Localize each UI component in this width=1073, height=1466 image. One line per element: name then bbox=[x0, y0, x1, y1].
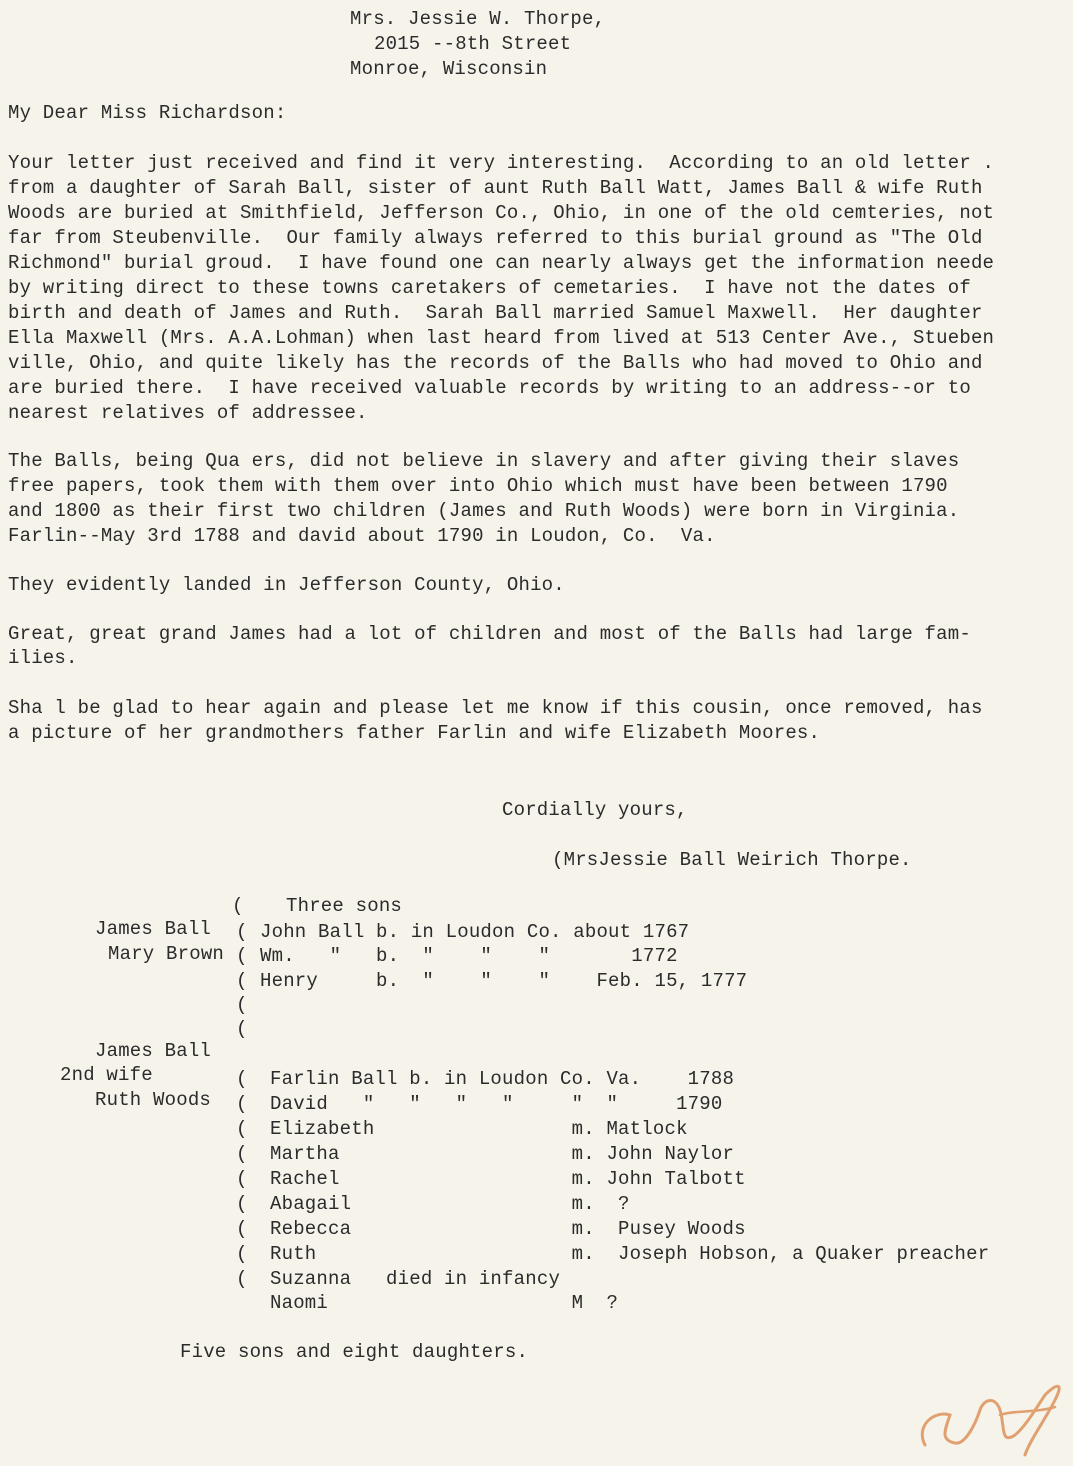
header-street: 2015 --8th Street bbox=[374, 33, 572, 55]
bracket: ( bbox=[236, 1093, 248, 1115]
paragraph-line: Your letter just received and find it very interesting. According to an old letter . bbox=[8, 152, 995, 174]
parent-name: James Ball bbox=[95, 918, 212, 940]
paragraph-line: are buried there. I have received valuable records by writing to an address--or to bbox=[8, 377, 971, 399]
bracket: ( bbox=[236, 1143, 248, 1165]
paragraph-3: They evidently landed in Jefferson County, Ohio. bbox=[8, 574, 565, 596]
paragraph-line: Richmond" burial groud. I have found one can nearly always get the information neede bbox=[8, 252, 995, 274]
paragraph-line: Sha l be glad to hear again and please let me know if this cousin, once removed, has bbox=[8, 697, 983, 719]
bracket: ( bbox=[232, 895, 244, 917]
parent-name: James Ball bbox=[95, 1040, 212, 1062]
bracket: ( bbox=[236, 1168, 248, 1190]
bracket: ( bbox=[236, 921, 248, 943]
child-entry: Rachel m. John Talbott bbox=[270, 1168, 746, 1190]
bracket: ( bbox=[236, 994, 248, 1016]
child-entry: Suzanna died in infancy bbox=[270, 1268, 561, 1290]
child-entry: Elizabeth m. Matlock bbox=[270, 1118, 688, 1140]
bracket: ( bbox=[236, 1118, 248, 1140]
child-entry: Farlin Ball b. in Loudon Co. Va. 1788 bbox=[270, 1068, 735, 1090]
paragraph-line: Great, great grand James had a lot of children and most of the Balls had large fam- bbox=[8, 623, 971, 645]
bracket: ( bbox=[236, 1068, 248, 1090]
parent-name: Mary Brown bbox=[108, 943, 225, 965]
paragraph-line: and 1800 as their first two children (James and Ruth Woods) were born in Virginia. bbox=[8, 500, 960, 522]
family-heading: Three sons bbox=[286, 895, 403, 917]
child-entry: Wm. " b. " " " 1772 bbox=[260, 945, 678, 967]
child-entry: Naomi M ? bbox=[270, 1292, 619, 1314]
paragraph-line: by writing direct to these towns caretakers of cemetaries. I have not the dates of bbox=[8, 277, 971, 299]
salutation: My Dear Miss Richardson: bbox=[8, 102, 287, 124]
paragraph-line: The Balls, being Qua ers, did not believe in slavery and after giving their slaves bbox=[8, 450, 960, 472]
child-entry: Abagail m. ? bbox=[270, 1193, 630, 1215]
bracket: ( bbox=[236, 1018, 248, 1040]
paragraph-line: Woods are buried at Smithfield, Jefferson Co., Ohio, in one of the old cemteries, not bbox=[8, 202, 995, 224]
child-entry: Martha m. John Naylor bbox=[270, 1143, 735, 1165]
bracket: ( bbox=[236, 970, 248, 992]
parent-name: Ruth Woods bbox=[95, 1089, 212, 1111]
paragraph-line: birth and death of James and Ruth. Sarah Ball married Samuel Maxwell. Her daughter bbox=[8, 302, 983, 324]
family-summary: Five sons and eight daughters. bbox=[180, 1341, 529, 1363]
bracket: ( bbox=[236, 1268, 248, 1290]
paragraph-line: from a daughter of Sarah Ball, sister of aunt Ruth Ball Watt, James Ball & wife Ruth bbox=[8, 177, 983, 199]
header-city: Monroe, Wisconsin bbox=[350, 58, 548, 80]
child-entry: Rebecca m. Pusey Woods bbox=[270, 1218, 746, 1240]
paragraph-line: ville, Ohio, and quite likely has the records of the Balls who had moved to Ohio and bbox=[8, 352, 983, 374]
paragraph-line: nearest relatives of addressee. bbox=[8, 402, 368, 424]
header-name: Mrs. Jessie W. Thorpe, bbox=[350, 8, 606, 30]
bracket: ( bbox=[236, 945, 248, 967]
pencil-copy-mark-icon bbox=[905, 1355, 1070, 1465]
bracket: ( bbox=[236, 1218, 248, 1240]
child-entry: Henry b. " " " Feb. 15, 1777 bbox=[260, 970, 748, 992]
bracket: ( bbox=[236, 1243, 248, 1265]
wife-label: 2nd wife bbox=[60, 1064, 153, 1086]
paragraph-line: ilies. bbox=[8, 647, 78, 669]
paragraph-line: Ella Maxwell (Mrs. A.A.Lohman) when last heard from lived at 513 Center Ave., Stueben bbox=[8, 327, 995, 349]
paragraph-line: Farlin--May 3rd 1788 and david about 1790 in Loudon, Co. Va. bbox=[8, 525, 716, 547]
paragraph-line: far from Steubenville. Our family always referred to this burial ground as "The Old bbox=[8, 227, 983, 249]
closing: Cordially yours, bbox=[502, 799, 688, 821]
child-entry: Ruth m. Joseph Hobson, a Quaker preacher bbox=[270, 1243, 990, 1265]
bracket: ( bbox=[236, 1193, 248, 1215]
child-entry: John Ball b. in Loudon Co. about 1767 bbox=[260, 921, 690, 943]
child-entry: David " " " " " " 1790 bbox=[270, 1093, 723, 1115]
paragraph-line: a picture of her grandmothers father Farlin and wife Elizabeth Moores. bbox=[8, 722, 821, 744]
signature: (MrsJessie Ball Weirich Thorpe. bbox=[552, 849, 912, 871]
paragraph-line: free papers, took them with them over into Ohio which must have been between 1790 bbox=[8, 475, 948, 497]
